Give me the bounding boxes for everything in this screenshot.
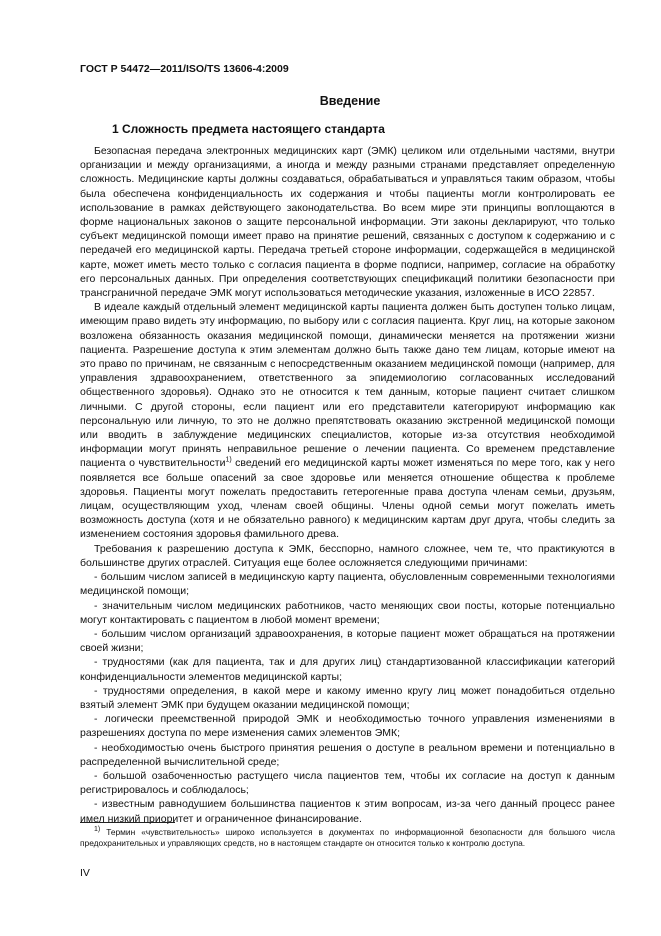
list-item: - большой озабоченностью растущего числа пациентов тем, чтобы их согласие на доступ к данным регистрировалось и соблюдалось; (80, 769, 615, 797)
page-number: IV (80, 867, 90, 879)
paragraph-1: Безопасная передача электронных медицинских карт (ЭМК) целиком или отдельными частями, внутри организации и между организациями, а иногда и между разными странами представляет определенную сложность. Медицинские карты должны создаваться, обрабатываться и управляться таким образом, чтобы была обеспечена конфиденциальность их содержания и чтобы пациенты могли контролировать ее использование в рамках действующего законодательства. Во всем мире эти принципы воплощаются в форме национальных законов о защите персональной информации. Эти законы декларируют, что только субъект медицинской помощи имеет право на принятие решений, связанных с доступом к содержанию и с передачей его медицинской карты. Передача третьей стороне информации, содержащейся в медицинской карте, может иметь место только с согласия пациента в форме подписи, например, согласие на обработку его персональных данных. При определения соответствующих спецификаций политики безопасности при трансграничной передаче ЭМК могут использоваться методические указания, изложенные в ИСО 22857. (80, 145, 615, 300)
list-item: - трудностями определения, в какой мере и какому именно кругу лиц может понадобиться отдельно взятый элемент ЭМК при будущем оказании медицинской помощи; (80, 684, 615, 711)
list-item: - большим числом записей в медицинскую карту пациента, обусловленным современными технологиями медицинской помощи; (80, 571, 615, 598)
footnote-text: Термин «чувствительность» широко используется в документах по информационной безопасности для большого числа предохранительных и управляющих средств, но в настоящем стандарте он относится только к контролю доступа. (80, 827, 615, 848)
footnote-reference[interactable]: 1) (225, 456, 232, 464)
list-item: - логически преемственной природой ЭМК и необходимостью точного управления изменениями в разрешениях доступа по мере изменения самих элементов ЭМК; (80, 713, 615, 740)
paragraph-2 (80, 300, 615, 541)
paragraph-2-end: сведений его медицинской карты может изменяться по мере того, как у него появляется все больше опасений за свое здоровье или меняется отношение общества к проблеме здоровья. Пациенты могут пожелать предоставить гетерогенные права доступа членам семьи, друзьям, лицам, осуществляющим уход, членам своей общины. Члены одной семьи могут пожелать иметь возможность доступа (хотя и не обязательно равного) к медицинским картам друг друга, чтобы следить за изменением состояния здоровья фамильного древа. (80, 457, 615, 541)
list-item: - известным равнодушием большинства пациентов к этим вопросам, из-за чего данный процесс ранее имел низкий приоритет и ограниченное финансирование. (80, 798, 615, 825)
body-text (80, 144, 615, 826)
footnote (80, 827, 615, 849)
footnote-divider (80, 822, 175, 823)
paragraph-2-start: В идеале каждый отдельный элемент медицинской карты пациента должен быть доступен только лицам, имеющим право видеть эту информацию, по выбору или с согласия пациента. Круг лиц, на которые законом возложена обязанность оказания медицинской помощи, динамически меняется на протяжении жизни пациента. Разрешение доступа к этим элементам должно быть также дано тем лицам, которые имеют на это право по причинам, не связанным с непосредственным оказанием медицинской помощи (например, для управления здравоохранением, ответственного за эпидемиологию согласованных исследований общественного здоровья). Однако это не относится к тем данным, которые пациент считает слишком личными. С другой стороны, если пациент или его представители категорируют информацию как персональную или личную, то это не должно препятствовать оказанию экстренной медицинской помощи или вводить в заблуждение медицинских специалистов, которые из-за отсутствия необходимой информации могут принять неправильное решение о лечении пациента. Со временем представление пациента о чувствительности (80, 301, 615, 470)
page-title: Введение (319, 94, 381, 108)
list-item: - трудностями (как для пациента, так и для других лиц) стандартизованной классификации категорий конфиденциальности элементов медицинской карты; (80, 656, 615, 683)
standard-header: ГОСТ Р 54472—2011/ISO/TS 13606-4:2009 (80, 63, 289, 75)
list-item: - большим числом организаций здравоохранения, в которые пациент может обращаться на протяжении своей жизни; (80, 627, 615, 655)
section-heading: 1 Сложность предмета настоящего стандарта (112, 122, 385, 136)
list-item: - значительным числом медицинских работников, часто меняющих свои посты, которые потенциально могут контактировать с пациентом в любой момент времени; (80, 599, 615, 626)
paragraph-3: Требования к разрешению доступа к ЭМК, бесспорно, намного сложнее, чем те, что практикуются в большинстве других отраслей. Ситуация еще более осложняется следующими причинами: (80, 542, 615, 569)
footnote-mark: 1) (94, 826, 101, 834)
list-item: - необходимостью очень быстрого принятия решения о доступе в реальном времени и потенциально в распределенной вычислительной среде; (80, 741, 615, 768)
